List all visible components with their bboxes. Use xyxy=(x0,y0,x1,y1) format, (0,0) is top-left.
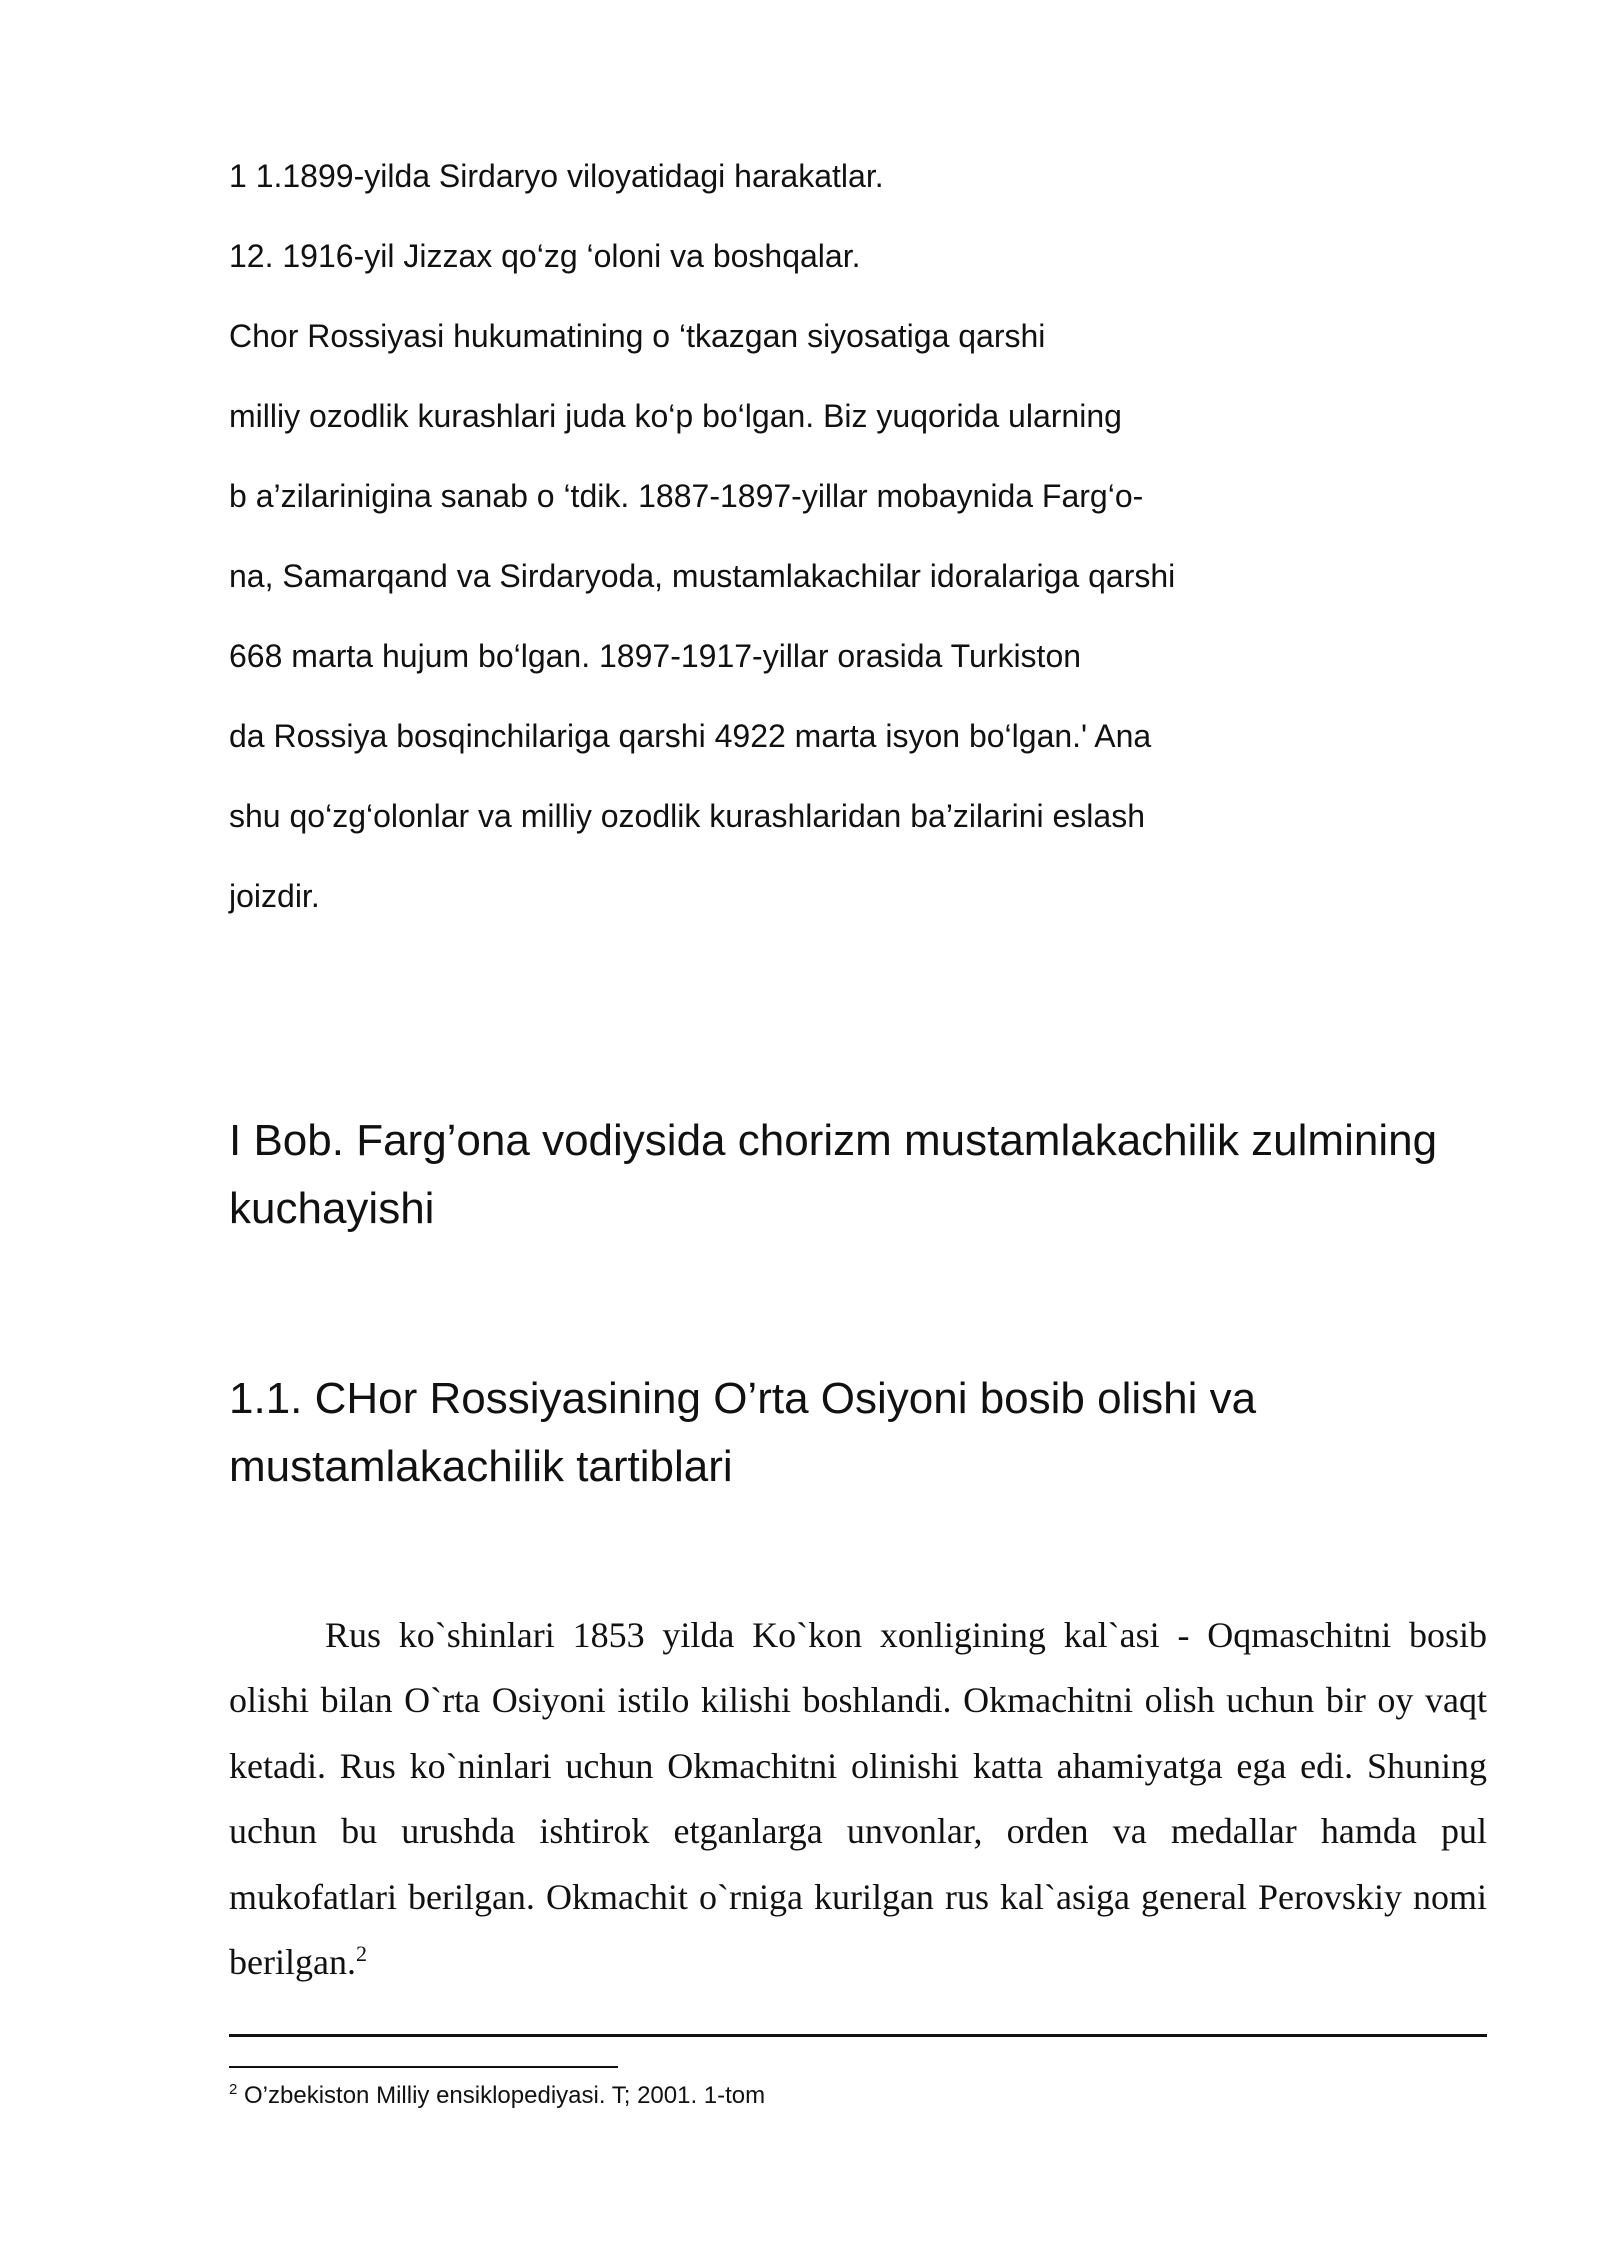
intro-line-6: na, Samarqand va Sirdaryoda, mustamlakachilar idoralariga qarshi xyxy=(229,558,1176,594)
chapter-heading-line-2: kuchayishi xyxy=(229,1184,435,1233)
chapter-heading xyxy=(229,1107,1529,1243)
intro-line-10: joizdir. xyxy=(229,878,320,914)
intro-line-2: 12. 1916-yil Jizzax qo‘zg ‘oloni va boshqalar. xyxy=(229,238,861,274)
section-heading xyxy=(229,1365,1529,1501)
intro-line-1: 1 1.1899-yilda Sirdaryo viloyatidagi harakatlar. xyxy=(229,158,884,194)
intro-line-5: b a’zilarinigina sanab o ‘tdik. 1887-1897-yillar mobaynida Farg‘o- xyxy=(229,478,1144,514)
intro-line-9: shu qo‘zg‘olonlar va milliy ozodlik kurashlaridan ba’zilarini eslash xyxy=(229,798,1145,834)
footnote-reference[interactable]: 2 xyxy=(355,1941,367,1967)
body-paragraph xyxy=(229,1603,1487,1995)
footnote-number: 2 xyxy=(229,2081,238,2098)
footnote xyxy=(229,2080,765,2112)
footnote-separator xyxy=(229,2066,618,2068)
content-end-rule xyxy=(229,2034,1487,2037)
body-paragraph-text: Rus ko`shinlari 1853 yilda Ko`kon xonligining kal`asi - Oqmaschitni bosib olishi bilan O`rta Osiyoni istilo kilishi boshlandi. Okmachitni olish uchun bir oy vaqt ketadi. Rus ko`ninlari uchun Okmachitni olinishi katta ahamiyatga ega edi. Shuning uchun bu urushda ishtirok etganlarga unvonlar, orden va medallar hamda pul mukofatlari berilgan. Okmachit o`rniga kurilgan rus kal`asiga general Perovskiy nomi berilgan. xyxy=(229,1615,1487,1983)
section-heading-line-1: 1.1. CHor Rossiyasining O’rta Osiyoni bosib olishi va xyxy=(229,1374,1257,1423)
section-heading-line-2: mustamlakachilik tartiblari xyxy=(229,1442,733,1491)
intro-line-4: milliy ozodlik kurashlari juda ko‘p bo‘lgan. Biz yuqorida ularning xyxy=(229,398,1122,434)
chapter-heading-line-1: I Bob. Farg’ona vodiysida chorizm mustamlakachilik zulmining xyxy=(229,1116,1438,1165)
intro-line-7: 668 marta hujum bo‘lgan. 1897-1917-yillar orasida Turkiston xyxy=(229,638,1082,674)
footnote-text: O’zbekiston Milliy ensiklopediyasi. T; 2001. 1-tom xyxy=(244,2082,766,2109)
intro-line-8: da Rossiya bosqinchilariga qarshi 4922 marta isyon bo‘lgan.' Ana xyxy=(229,718,1152,754)
intro-line-3: Chor Rossiyasi hukumatining o ‘tkazgan siyosatiga qarshi xyxy=(229,318,1046,354)
